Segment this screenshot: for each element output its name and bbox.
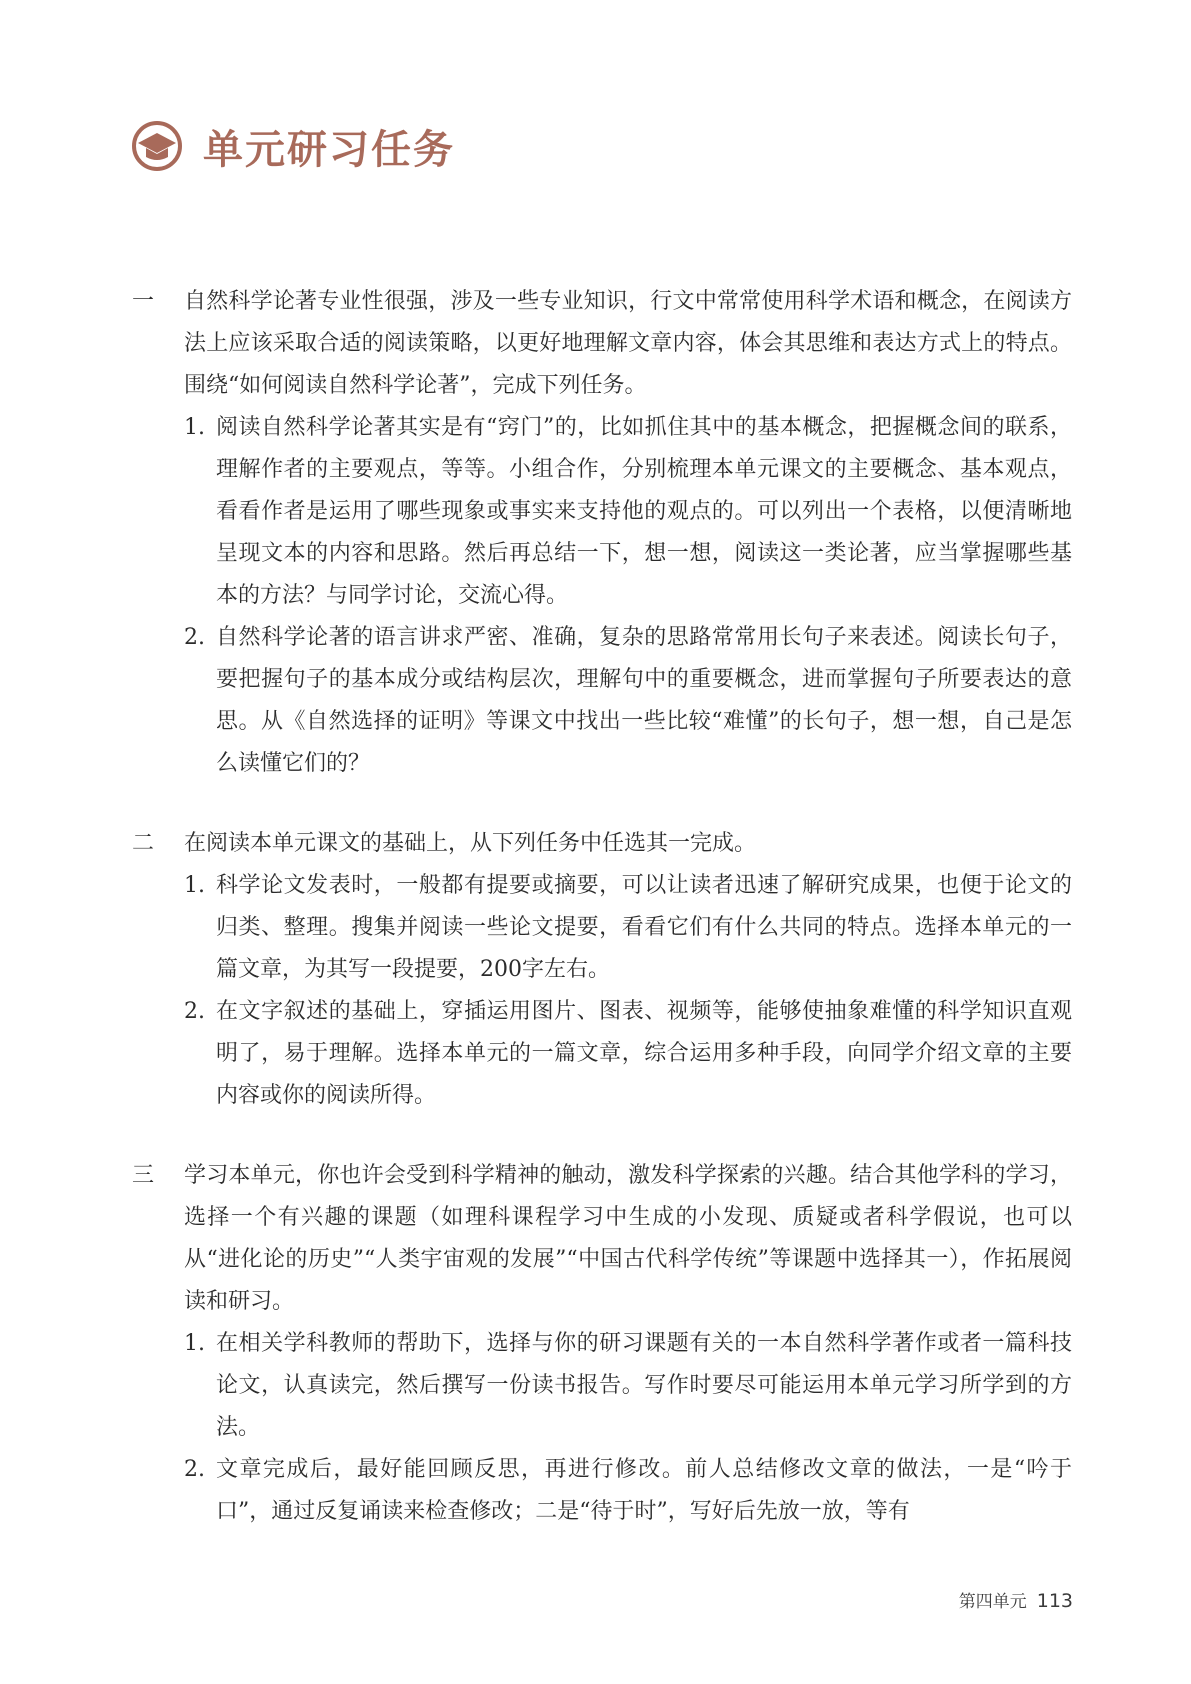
page-footer (959, 1587, 1073, 1612)
item-number: 1. (184, 1331, 205, 1356)
page-title: 单元研习任务 (203, 126, 455, 173)
list-item (184, 617, 1072, 785)
section-marker: 二 (132, 831, 155, 856)
item-number: 2. (184, 1457, 205, 1482)
item-text: 自然科学论著的语言讲求严密、准确，复杂的思路常常用长句子来表述。阅读长句子，要把握句子的基本成分或结构层次，理解句中的重要概念，进而掌握句子所要表达的意思。从《自然选择的证明》等课文中找出一些比较“难懂”的长句子，想一想，自己是怎么读懂它们的？ (216, 625, 1072, 776)
task-section-3 (132, 1155, 1072, 1533)
item-text: 科学论文发表时，一般都有提要或摘要，可以让读者迅速了解研究成果，也便于论文的归类、整理。搜集并阅读一些论文提要，看看它们有什么共同的特点。选择本单元的一篇文章，为其写一段提要，200字左右。 (216, 873, 1072, 982)
list-item (184, 1323, 1072, 1449)
list-item (184, 1449, 1072, 1533)
section-intro: 自然科学论著专业性很强，涉及一些专业知识，行文中常常使用科学术语和概念，在阅读方法上应该采取合适的阅读策略，以更好地理解文章内容，体会其思维和表达方式上的特点。围绕“如何阅读自然科学论著”，完成下列任务。 (184, 289, 1072, 398)
task-section-2 (132, 823, 1072, 1117)
item-text: 在文字叙述的基础上，穿插运用图片、图表、视频等，能够使抽象难懂的科学知识直观明了，易于理解。选择本单元的一篇文章，综合运用多种手段，向同学介绍文章的主要内容或你的阅读所得。 (216, 999, 1072, 1108)
item-number: 1. (184, 415, 205, 440)
item-number: 2. (184, 625, 205, 650)
task-list (132, 281, 1072, 1533)
section-header (131, 116, 455, 176)
item-number: 1. (184, 873, 205, 898)
item-number: 2. (184, 999, 205, 1024)
unit-label: 第四单元 (958, 1592, 1027, 1612)
list-item (184, 407, 1072, 617)
section-intro: 学习本单元，你也许会受到科学精神的触动，激发科学探索的兴趣。结合其他学科的学习，选择一个有兴趣的课题（如理科课程学习中生成的小发现、质疑或者科学假说，也可以从“进化论的历史”“人类宇宙观的发展”“中国古代科学传统”等课题中选择其一），作拓展阅读和研习。 (184, 1163, 1072, 1314)
task-section-1 (132, 281, 1072, 785)
item-text: 文章完成后，最好能回顾反思，再进行修改。前人总结修改文章的做法，一是“吟于口”，通过反复诵读来检查修改；二是“待于时”，写好后先放一放，等有 (216, 1457, 1072, 1524)
section-marker: 一 (132, 289, 155, 314)
section-marker: 三 (132, 1163, 155, 1188)
item-text: 在相关学科教师的帮助下，选择与你的研习课题有关的一本自然科学著作或者一篇科技论文，认真读完，然后撰写一份读书报告。写作时要尽可能运用本单元学习所学到的方法。 (216, 1331, 1072, 1440)
list-item (184, 991, 1072, 1117)
item-text: 阅读自然科学论著其实是有“窍门”的，比如抓住其中的基本概念，把握概念间的联系，理解作者的主要观点，等等。小组合作，分别梳理本单元课文的主要概念、基本观点，看看作者是运用了哪些现象或事实来支持他的观点的。可以列出一个表格，以便清晰地呈现文本的内容和思路。然后再总结一下，想一想，阅读这一类论著，应当掌握哪些基本的方法？与同学讨论，交流心得。 (216, 415, 1072, 608)
section-intro: 在阅读本单元课文的基础上，从下列任务中任选其一完成。 (184, 831, 757, 856)
page-number: 113 (1036, 1590, 1073, 1612)
graduation-cap-icon (131, 120, 183, 172)
list-item (184, 865, 1072, 991)
